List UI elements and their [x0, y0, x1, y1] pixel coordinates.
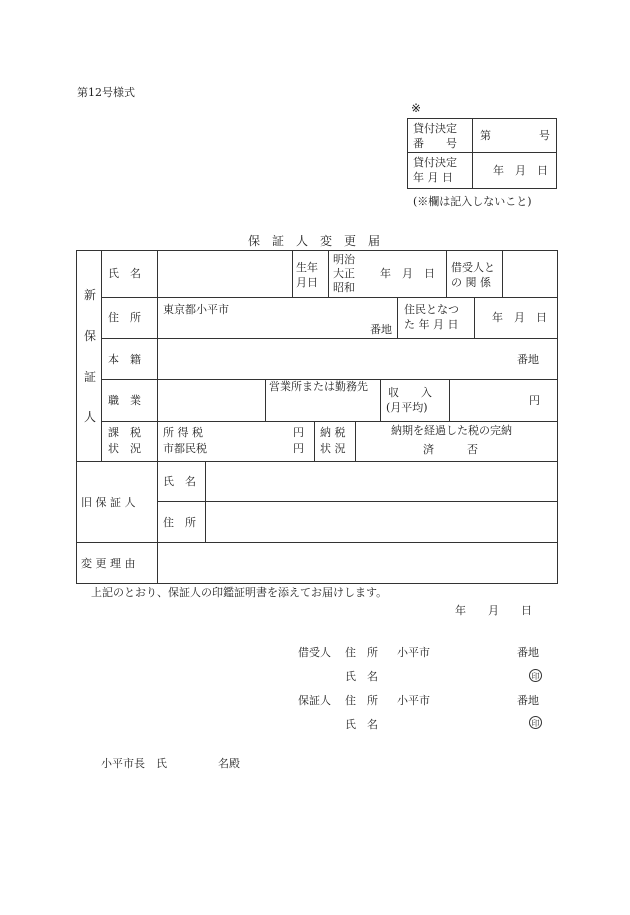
era-showa: 昭和: [333, 281, 355, 294]
address-value: 東京都小平市: [163, 303, 229, 316]
date-line: 年 月 日: [455, 604, 532, 617]
resident-tax-label: 市都民税: [163, 442, 207, 455]
name-label: 氏 名: [108, 267, 141, 280]
address-label: 住 所: [108, 311, 141, 324]
borrower-seal-icon: 印: [529, 669, 542, 682]
guarantor-address-value: 小平市: [397, 694, 430, 707]
old-guarantor-label: 旧 保 証 人: [81, 496, 136, 509]
borrower-address-suffix: 番地: [517, 646, 539, 659]
workplace-label: 営業所または勤務先: [269, 380, 368, 393]
resident-tax-unit: 円: [293, 442, 304, 455]
guarantor-name-label: 氏 名: [345, 718, 378, 731]
payment-label: 納 税: [320, 426, 346, 439]
completion-label: 納期を経過した税の完納: [391, 424, 512, 437]
page-title: 保 証 人 変 更 届: [248, 234, 381, 248]
addressee-title: 小平市長 氏: [101, 757, 167, 770]
income-tax-label: 所 得 税: [163, 426, 203, 439]
admin-mark: ※: [411, 101, 422, 115]
domicile-label: 本 籍: [108, 353, 141, 366]
reason-label: 変 更 理 由: [81, 557, 136, 570]
income-label: 収 入: [388, 386, 432, 399]
borrower-role: 借受人: [298, 646, 331, 659]
era-meiji: 明治: [333, 253, 355, 266]
address-suffix: 番地: [370, 323, 392, 336]
loan-number-label: 貸付決定: [413, 122, 457, 135]
tax-label: 課 税: [108, 426, 141, 439]
completion-options: 済 否: [423, 443, 478, 456]
guarantor-seal-icon: 印: [529, 716, 542, 729]
statement: 上記のとおり、保証人の印鑑証明書を添えてお届けします。: [91, 586, 388, 599]
guarantor-address-label: 住 所: [345, 694, 378, 707]
loan-number-suffix: 号: [539, 129, 550, 142]
birth-label: 生年: [296, 261, 318, 274]
guarantor-role: 保証人: [298, 694, 331, 707]
income-unit: 円: [529, 394, 540, 407]
birth-value: 年 月 日: [380, 267, 435, 280]
form-number: 第12号様式: [77, 86, 135, 99]
old-address-label: 住 所: [163, 516, 196, 529]
residence-date-value: 年 月 日: [492, 311, 547, 324]
loan-number-prefix: 第: [480, 129, 491, 142]
loan-date-label: 貸付決定: [413, 156, 457, 169]
borrower-name-label: 氏 名: [345, 670, 378, 683]
occupation-label: 職 業: [108, 394, 141, 407]
old-name-label: 氏 名: [163, 475, 196, 488]
main-table: [76, 250, 558, 584]
new-guarantor-label-1: 新: [84, 288, 97, 302]
domicile-suffix: 番地: [517, 353, 539, 366]
residence-date-label: 住民となつ: [404, 303, 459, 316]
admin-note: (※欄は記入しないこと): [413, 195, 532, 208]
era-taisho: 大正: [333, 267, 355, 280]
borrower-address-value: 小平市: [397, 646, 430, 659]
guarantor-address-suffix: 番地: [517, 694, 539, 707]
income-tax-unit: 円: [293, 426, 304, 439]
addressee-suffix: 名殿: [218, 757, 240, 770]
loan-date-value: 年 月 日: [493, 164, 548, 177]
borrower-address-label: 住 所: [345, 646, 378, 659]
relation-label: 借受人と: [451, 261, 495, 274]
